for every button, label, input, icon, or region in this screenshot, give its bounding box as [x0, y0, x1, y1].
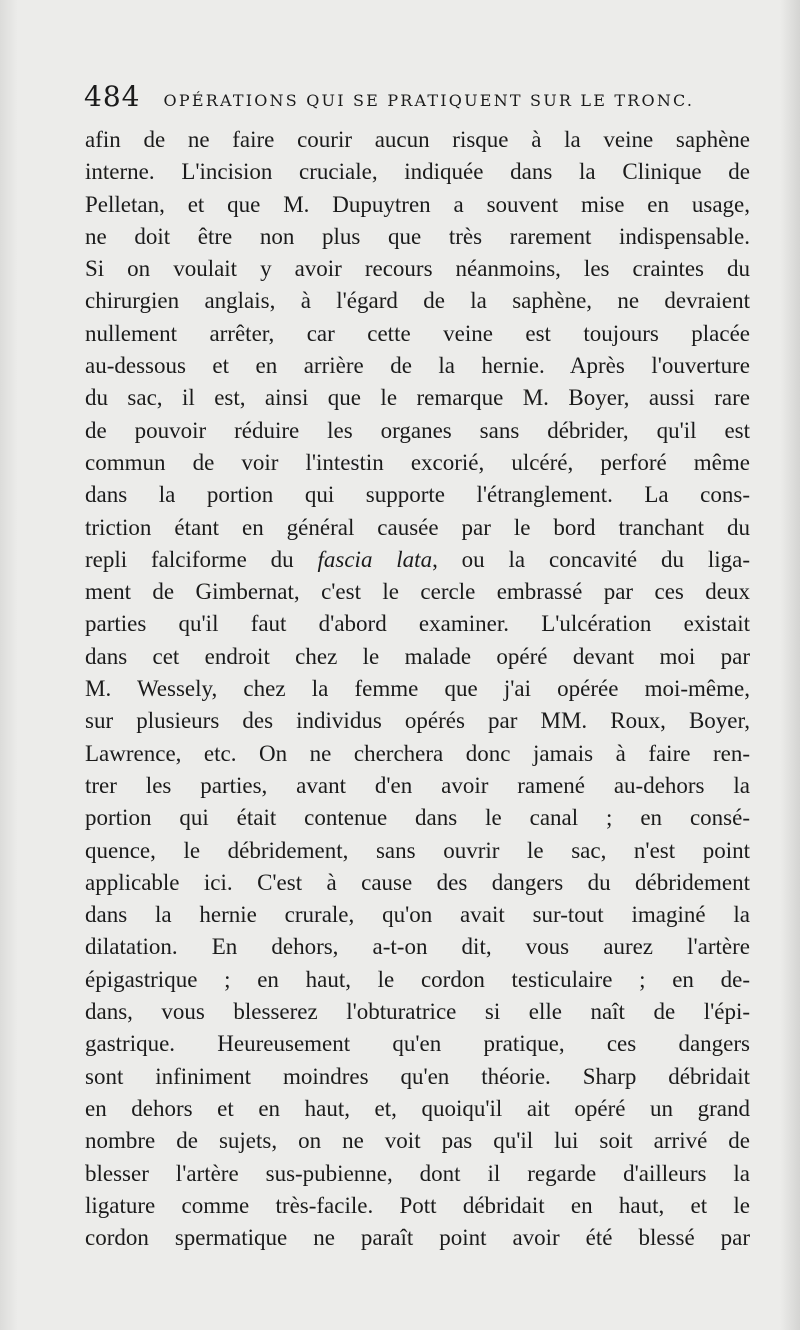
text-line: cordon spermatique ne paraît point avoir été blessé par: [85, 1225, 750, 1251]
body-text: [85, 124, 750, 1254]
text-line: M. Wessely, chez la femme que j'ai opérée moi-même,: [85, 676, 750, 702]
text-line: de pouvoir réduire les organes sans débrider, qu'il est: [85, 417, 750, 443]
text-line: en dehors et en haut, et, quoiqu'il ait opéré un grand: [85, 1095, 750, 1121]
text-line: du sac, il est, ainsi que le remarque M. Boyer, aussi rare: [85, 385, 750, 411]
text-line: nombre de sujets, on ne voit pas qu'il lui soit arrivé de: [85, 1128, 750, 1154]
text-line: parties qu'il faut d'abord examiner. L'ulcération existait: [85, 611, 750, 637]
text-line: commun de voir l'intestin excorié, ulcéré, perforé même: [85, 449, 750, 475]
text-line: au-dessous et en arrière de la hernie. Après l'ouverture: [85, 353, 750, 379]
text-line: blesser l'artère sus-pubienne, dont il regarde d'ailleurs la: [85, 1160, 750, 1186]
text-span: , ou la concavité du liga-: [432, 546, 750, 572]
text-line: dans, vous blesserez l'obturatrice si elle naît de l'épi-: [85, 999, 750, 1025]
text-line: gastrique. Heureusement qu'en pratique, ces dangers: [85, 1031, 750, 1057]
italic-term: fascia lata: [317, 546, 433, 572]
running-title: OPÉRATIONS QUI SE PRATIQUENT SUR LE TRONC.: [163, 91, 695, 110]
text-line: sont infiniment moindres qu'en théorie. Sharp débridait: [85, 1063, 750, 1089]
text-line: afin de ne faire courir aucun risque à la veine saphène: [85, 127, 750, 152]
text-line: Pelletan, et que M. Dupuytren a souvent mise en usage,: [85, 191, 750, 217]
text-line: épigastrique ; en haut, le cordon testiculaire ; en de-: [85, 966, 750, 992]
text-line: interne. L'incision cruciale, indiquée dans la Clinique de: [85, 159, 750, 185]
text-line: Lawrence, etc. On ne cherchera donc jamais à faire ren-: [85, 740, 750, 766]
text-line: sur plusieurs des individus opérés par MM. Roux, Boyer,: [85, 708, 750, 734]
text-line: quence, le débridement, sans ouvrir le sac, n'est point: [85, 837, 750, 863]
text-span: repli falciforme du: [85, 546, 318, 572]
text-line: nullement arrêter, car cette veine est toujours placée: [85, 320, 750, 346]
text-line: applicable ici. C'est à cause des dangers du débridement: [85, 869, 750, 895]
text-line: dilatation. En dehors, a-t-on dit, vous aurez l'artère: [85, 934, 750, 960]
page-number: 484: [84, 80, 141, 113]
text-line: [85, 544, 750, 576]
text-line: ligature comme très-facile. Pott débridait en haut, et le: [85, 1192, 750, 1218]
text-line: portion qui était contenue dans le canal ; en consé-: [85, 805, 750, 831]
text-line: triction étant en général causée par le bord tranchant du: [85, 514, 750, 540]
text-line: chirurgien anglais, à l'égard de la saphène, ne devraient: [85, 288, 750, 314]
text-line: ne doit être non plus que très rarement indispensable.: [85, 223, 750, 249]
text-line: trer les parties, avant d'en avoir ramené au-dehors la: [85, 772, 750, 798]
text-line: dans cet endroit chez le malade opéré devant moi par: [85, 643, 750, 669]
text-line: ment de Gimbernat, c'est le cercle embrassé par ces deux: [85, 579, 750, 605]
page-header: [84, 80, 764, 120]
text-line: Si on voulait y avoir recours néanmoins, les craintes du: [85, 256, 750, 282]
text-line: dans la hernie crurale, qu'on avait sur-tout imaginé la: [85, 902, 750, 928]
text-line: dans la portion qui supporte l'étranglement. La cons-: [85, 482, 750, 508]
